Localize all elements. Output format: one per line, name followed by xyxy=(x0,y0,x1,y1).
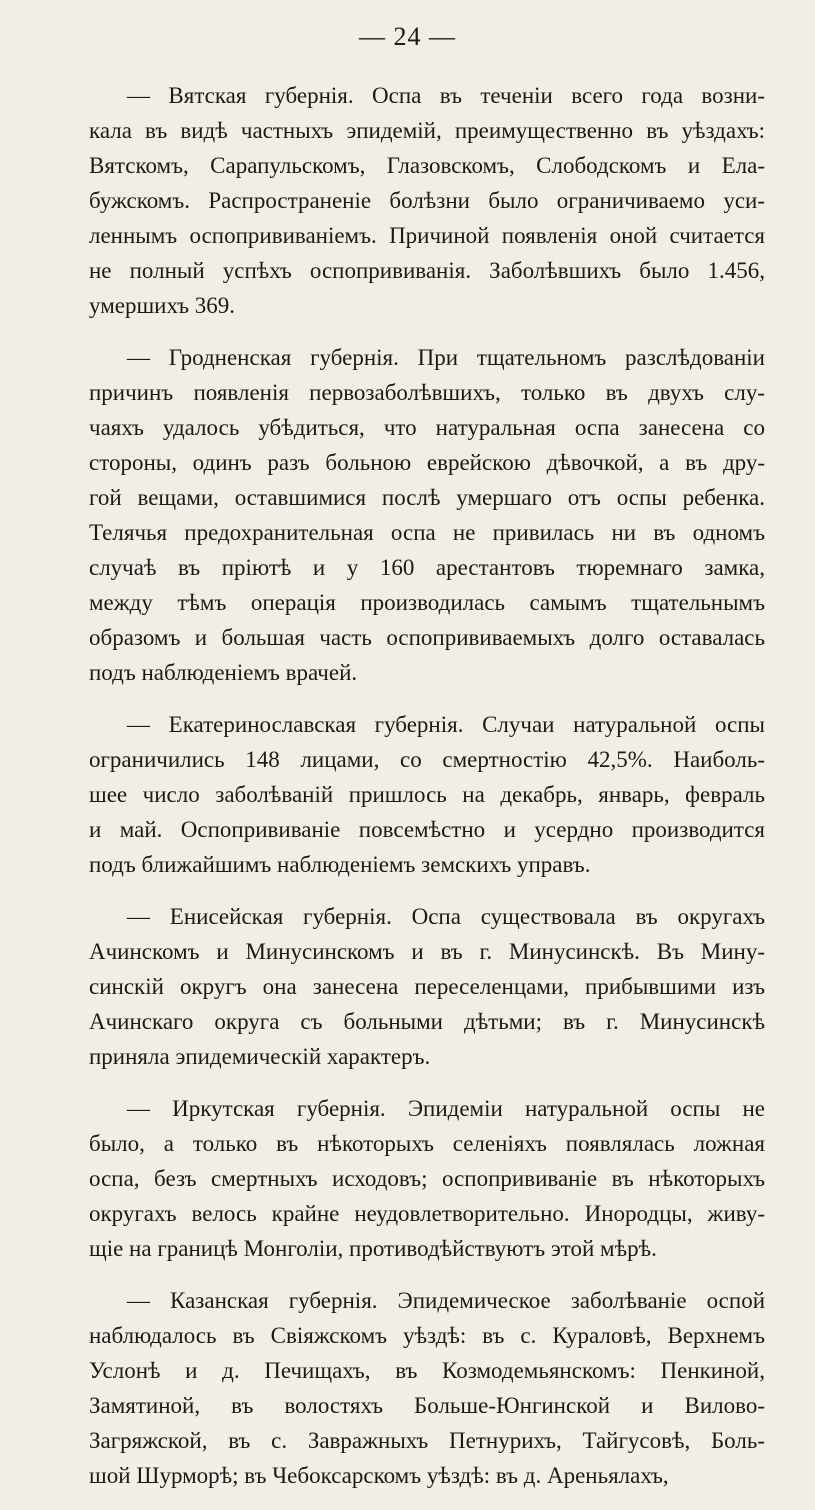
text-line: леннымъ оспопрививаніемъ. Причиной появленія оной считается xyxy=(89,223,765,248)
text-line: стороны, одинъ разъ больною еврейскою дѣвочкой, а въ дру- xyxy=(89,450,765,475)
text-line: причинъ появленія первозаболѣвшихъ, только въ двухъ слу- xyxy=(89,380,765,405)
paragraph xyxy=(89,1283,765,1493)
text-line: бужскомъ. Распространеніе болѣзни было ограничиваемо уси- xyxy=(89,188,765,213)
text-line: гой вещами, оставшимися послѣ умершаго отъ оспы ребенка. xyxy=(89,485,765,510)
text-line: — Иркутская губернія. Эпидеміи натуральной оспы не xyxy=(127,1096,765,1121)
text-line: Услонѣ и д. Печищахъ, въ Козмодемьянскомъ: Пенкиной, xyxy=(89,1358,765,1383)
text-line: не полный успѣхъ оспопрививанія. Заболѣвшихъ было 1.456, xyxy=(89,258,765,283)
body-text xyxy=(89,78,765,1510)
text-line: кала въ видѣ частныхъ эпидемій, преимущественно въ уѣздахъ: xyxy=(89,118,765,143)
text-line: — Вятская губернія. Оспа въ теченіи всего года возни- xyxy=(127,83,765,108)
text-line: шее число заболѣваній пришлось на декабрь, январь, февраль xyxy=(89,782,765,807)
paragraph xyxy=(89,1091,765,1266)
text-line: и май. Оспопрививаніе повсемѣстно и усердно производится xyxy=(89,817,765,842)
text-line: Загряжской, въ с. Завражныхъ Петнурихъ, Тайгусовѣ, Боль- xyxy=(89,1428,765,1453)
text-line: Ачинскомъ и Минусинскомъ и въ г. Минусинскѣ. Въ Мину- xyxy=(89,939,765,964)
page-number: — 24 — xyxy=(359,22,456,51)
text-line: умершихъ 369. xyxy=(89,293,235,318)
text-line: — Гродненская губернія. При тщательномъ разслѣдованіи xyxy=(127,345,765,370)
text-line: подъ ближайшимъ наблюденіемъ земскихъ управъ. xyxy=(89,852,591,877)
text-line: Ачинскаго округа съ больными дѣтьми; въ г. Минусинскѣ xyxy=(89,1009,765,1034)
text-line: было, а только въ нѣкоторыхъ селеніяхъ появлялась ложная xyxy=(89,1131,765,1156)
text-line: шой Шурморѣ; въ Чебоксарскомъ уѣздѣ: въ д. Ареньялахъ, xyxy=(89,1463,669,1488)
text-line: — Енисейская губернія. Оспа существовала въ округахъ xyxy=(127,904,765,929)
text-line: приняла эпидемическій характеръ. xyxy=(89,1044,431,1069)
text-line: между тѣмъ операція производилась самымъ тщательнымъ xyxy=(89,590,765,615)
text-line: синскій округъ она занесена переселенцами, прибывшими изъ xyxy=(89,974,765,999)
text-line: Телячья предохранительная оспа не привилась ни въ одномъ xyxy=(89,520,765,545)
text-line: щіе на границѣ Монголіи, противодѣйствуютъ этой мѣрѣ. xyxy=(89,1236,657,1261)
paragraph xyxy=(89,899,765,1074)
text-line: оспа, безъ смертныхъ исходовъ; оспопрививаніе въ нѣкоторыхъ xyxy=(89,1166,765,1191)
text-line: ограничились 148 лицами, со смертностію 42,5%. Наиболь- xyxy=(89,747,765,772)
text-line: наблюдалось въ Свіяжскомъ уѣздѣ: въ с. Кураловѣ, Верхнемъ xyxy=(89,1323,765,1348)
paragraph xyxy=(89,78,765,323)
text-line: — Казанская губернія. Эпидемическое заболѣваніе оспой xyxy=(127,1288,765,1313)
text-line: Замятиной, въ волостяхъ Больше-Юнгинской и Вилово- xyxy=(89,1393,765,1418)
text-line: Вятскомъ, Сарапульскомъ, Глазовскомъ, Слободскомъ и Ела- xyxy=(89,153,765,178)
text-line: округахъ велось крайне неудовлетворительно. Инородцы, живу- xyxy=(89,1201,765,1226)
text-line: подъ наблюденіемъ врачей. xyxy=(89,660,358,685)
paragraph xyxy=(89,340,765,690)
text-line: — Екатеринославская губернія. Случаи натуральной оспы xyxy=(127,712,765,737)
text-line: случаѣ въ пріютѣ и у 160 арестантовъ тюремнаго замка, xyxy=(89,555,765,580)
text-line: чаяхъ удалось убѣдиться, что натуральная оспа занесена со xyxy=(89,415,765,440)
text-line: образомъ и большая часть оспопрививаемыхъ долго оставалась xyxy=(89,625,765,650)
paragraph xyxy=(89,707,765,882)
